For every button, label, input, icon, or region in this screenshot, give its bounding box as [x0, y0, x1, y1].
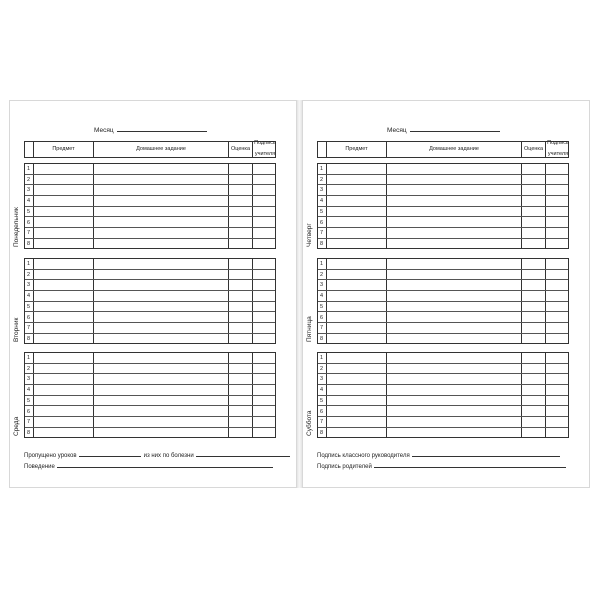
header-subject-label: Предмет: [345, 145, 368, 152]
behavior-line[interactable]: [57, 462, 273, 468]
row-number: 6: [320, 408, 324, 415]
parents-sign-label: Подпись родителей: [317, 464, 372, 470]
table-row[interactable]: [25, 374, 275, 385]
row-number: 8: [320, 240, 324, 247]
table-row[interactable]: [318, 164, 568, 175]
class-teacher-sign-field: [317, 451, 560, 459]
header-sign-line2: учителя: [254, 151, 276, 158]
illness-label: из них по болезни: [143, 453, 194, 459]
row-number: 2: [27, 271, 31, 278]
row-number: 6: [320, 219, 324, 226]
table-row[interactable]: [25, 228, 275, 239]
table-row[interactable]: [318, 228, 568, 239]
table-row[interactable]: [318, 407, 568, 418]
row-number: 3: [27, 187, 31, 194]
day-name: Среда: [13, 416, 20, 436]
day-grid-2: [24, 258, 276, 344]
parents-sign-line[interactable]: [374, 462, 566, 468]
table-row[interactable]: [25, 313, 275, 324]
row-number: 4: [27, 198, 31, 205]
row-number: 5: [320, 303, 324, 310]
behavior-label: Поведение: [24, 464, 55, 470]
header-sign-line1: Подпись: [547, 140, 569, 147]
table-row[interactable]: [25, 239, 275, 250]
day-name: Понедельник: [13, 206, 20, 247]
row-number: 8: [320, 335, 324, 342]
table-row[interactable]: [25, 196, 275, 207]
row-number: 8: [320, 429, 324, 436]
row-number: 6: [320, 314, 324, 321]
row-number: 6: [27, 219, 31, 226]
table-row[interactable]: [25, 185, 275, 196]
header-homework: [387, 142, 522, 157]
row-number: 7: [27, 230, 31, 237]
header-sign-line1: Подпись: [254, 140, 276, 147]
header-subject-label: Предмет: [52, 145, 75, 152]
table-row[interactable]: [318, 175, 568, 186]
header-teacher-sign: [546, 142, 570, 157]
row-number: 5: [27, 303, 31, 310]
table-row[interactable]: [25, 428, 275, 439]
row-number: 3: [320, 376, 324, 383]
table-row[interactable]: [318, 353, 568, 364]
header-grade: [229, 142, 253, 157]
day-name: Четверг: [306, 222, 313, 247]
row-number: 4: [320, 387, 324, 394]
table-row[interactable]: [25, 334, 275, 345]
table-row[interactable]: [25, 302, 275, 313]
table-row[interactable]: [318, 396, 568, 407]
table-row[interactable]: [25, 353, 275, 364]
table-row[interactable]: [25, 407, 275, 418]
table-header: [317, 141, 569, 158]
header-number: [318, 142, 327, 157]
table-row[interactable]: [318, 239, 568, 250]
missed-lessons-field: [24, 451, 290, 459]
header-subject: [327, 142, 387, 157]
right-page: [302, 100, 590, 488]
month-field: [94, 125, 207, 134]
table-header: [24, 141, 276, 158]
table-row[interactable]: [25, 259, 275, 270]
row-number: 8: [27, 335, 31, 342]
month-label: Месяц: [387, 127, 407, 134]
row-number: 6: [27, 314, 31, 321]
month-field: [387, 125, 500, 134]
row-number: 4: [320, 198, 324, 205]
day-grid-3: [317, 352, 569, 438]
row-number: 2: [27, 365, 31, 372]
table-row[interactable]: [25, 218, 275, 229]
header-homework-label: Домашнее задание: [136, 145, 186, 152]
table-row[interactable]: [318, 334, 568, 345]
row-number: 6: [27, 408, 31, 415]
parents-sign-field: [317, 462, 566, 470]
table-row[interactable]: [318, 313, 568, 324]
row-number: 5: [320, 208, 324, 215]
table-row[interactable]: [318, 385, 568, 396]
left-page: [9, 100, 297, 488]
table-row[interactable]: [25, 175, 275, 186]
table-row[interactable]: [318, 196, 568, 207]
table-row[interactable]: [318, 302, 568, 313]
table-row[interactable]: [318, 259, 568, 270]
header-subject: [34, 142, 94, 157]
row-number: 7: [320, 325, 324, 332]
table-row[interactable]: [318, 185, 568, 196]
day-name: Пятница: [306, 315, 313, 342]
illness-line[interactable]: [196, 451, 290, 457]
month-input-line[interactable]: [410, 125, 500, 132]
row-number: 5: [27, 208, 31, 215]
class-teacher-sign-line[interactable]: [412, 451, 560, 457]
day-grid-1: [317, 163, 569, 249]
header-grade: [522, 142, 546, 157]
header-grade-label: Оценка: [523, 145, 544, 152]
day-name: Суббота: [306, 410, 313, 436]
table-row[interactable]: [25, 280, 275, 291]
table-row[interactable]: [25, 270, 275, 281]
row-number: 1: [320, 261, 324, 267]
row-number: 3: [27, 376, 31, 383]
row-number: 3: [320, 282, 324, 289]
row-number: 1: [27, 355, 31, 361]
month-input-line[interactable]: [117, 125, 207, 132]
row-number: 7: [27, 325, 31, 332]
row-number: 1: [27, 261, 31, 267]
row-number: 7: [320, 230, 324, 237]
header-teacher-sign: [253, 142, 277, 157]
table-row[interactable]: [25, 323, 275, 334]
row-number: 7: [320, 419, 324, 426]
table-row[interactable]: [318, 291, 568, 302]
table-row[interactable]: [25, 396, 275, 407]
header-number: [25, 142, 34, 157]
behavior-field: [24, 462, 273, 470]
table-row[interactable]: [25, 291, 275, 302]
day-name: Вторник: [13, 317, 20, 342]
month-label: Месяц: [94, 127, 114, 134]
row-number: 4: [27, 387, 31, 394]
class-teacher-sign-label: Подпись классного руководителя: [317, 453, 410, 459]
row-number: 3: [320, 187, 324, 194]
missed-lessons-line[interactable]: [79, 451, 141, 457]
row-number: 3: [27, 282, 31, 289]
row-number: 2: [320, 365, 324, 372]
table-row[interactable]: [318, 428, 568, 439]
row-number: 5: [320, 397, 324, 404]
row-number: 1: [27, 166, 31, 172]
table-row[interactable]: [318, 374, 568, 385]
row-number: 7: [27, 419, 31, 426]
table-row[interactable]: [318, 323, 568, 334]
table-row[interactable]: [318, 364, 568, 375]
day-grid-2: [317, 258, 569, 344]
row-number: 1: [320, 166, 324, 172]
table-row[interactable]: [25, 364, 275, 375]
row-number: 8: [27, 240, 31, 247]
row-number: 2: [320, 271, 324, 278]
table-row[interactable]: [25, 207, 275, 218]
table-row[interactable]: [25, 385, 275, 396]
table-row[interactable]: [318, 417, 568, 428]
row-number: 2: [27, 176, 31, 183]
row-number: 1: [320, 355, 324, 361]
row-number: 8: [27, 429, 31, 436]
day-grid-1: [24, 163, 276, 249]
table-row[interactable]: [318, 207, 568, 218]
table-row[interactable]: [318, 218, 568, 229]
header-homework: [94, 142, 229, 157]
row-number: 4: [320, 293, 324, 300]
table-row[interactable]: [318, 270, 568, 281]
header-grade-label: Оценка: [230, 145, 251, 152]
row-number: 4: [27, 293, 31, 300]
row-number: 5: [27, 397, 31, 404]
header-homework-label: Домашнее задание: [429, 145, 479, 152]
row-number: 2: [320, 176, 324, 183]
table-row[interactable]: [25, 164, 275, 175]
day-grid-3: [24, 352, 276, 438]
table-row[interactable]: [25, 417, 275, 428]
header-sign-line2: учителя: [547, 151, 569, 158]
table-row[interactable]: [318, 280, 568, 291]
missed-lessons-label: Пропущено уроков: [24, 453, 77, 459]
